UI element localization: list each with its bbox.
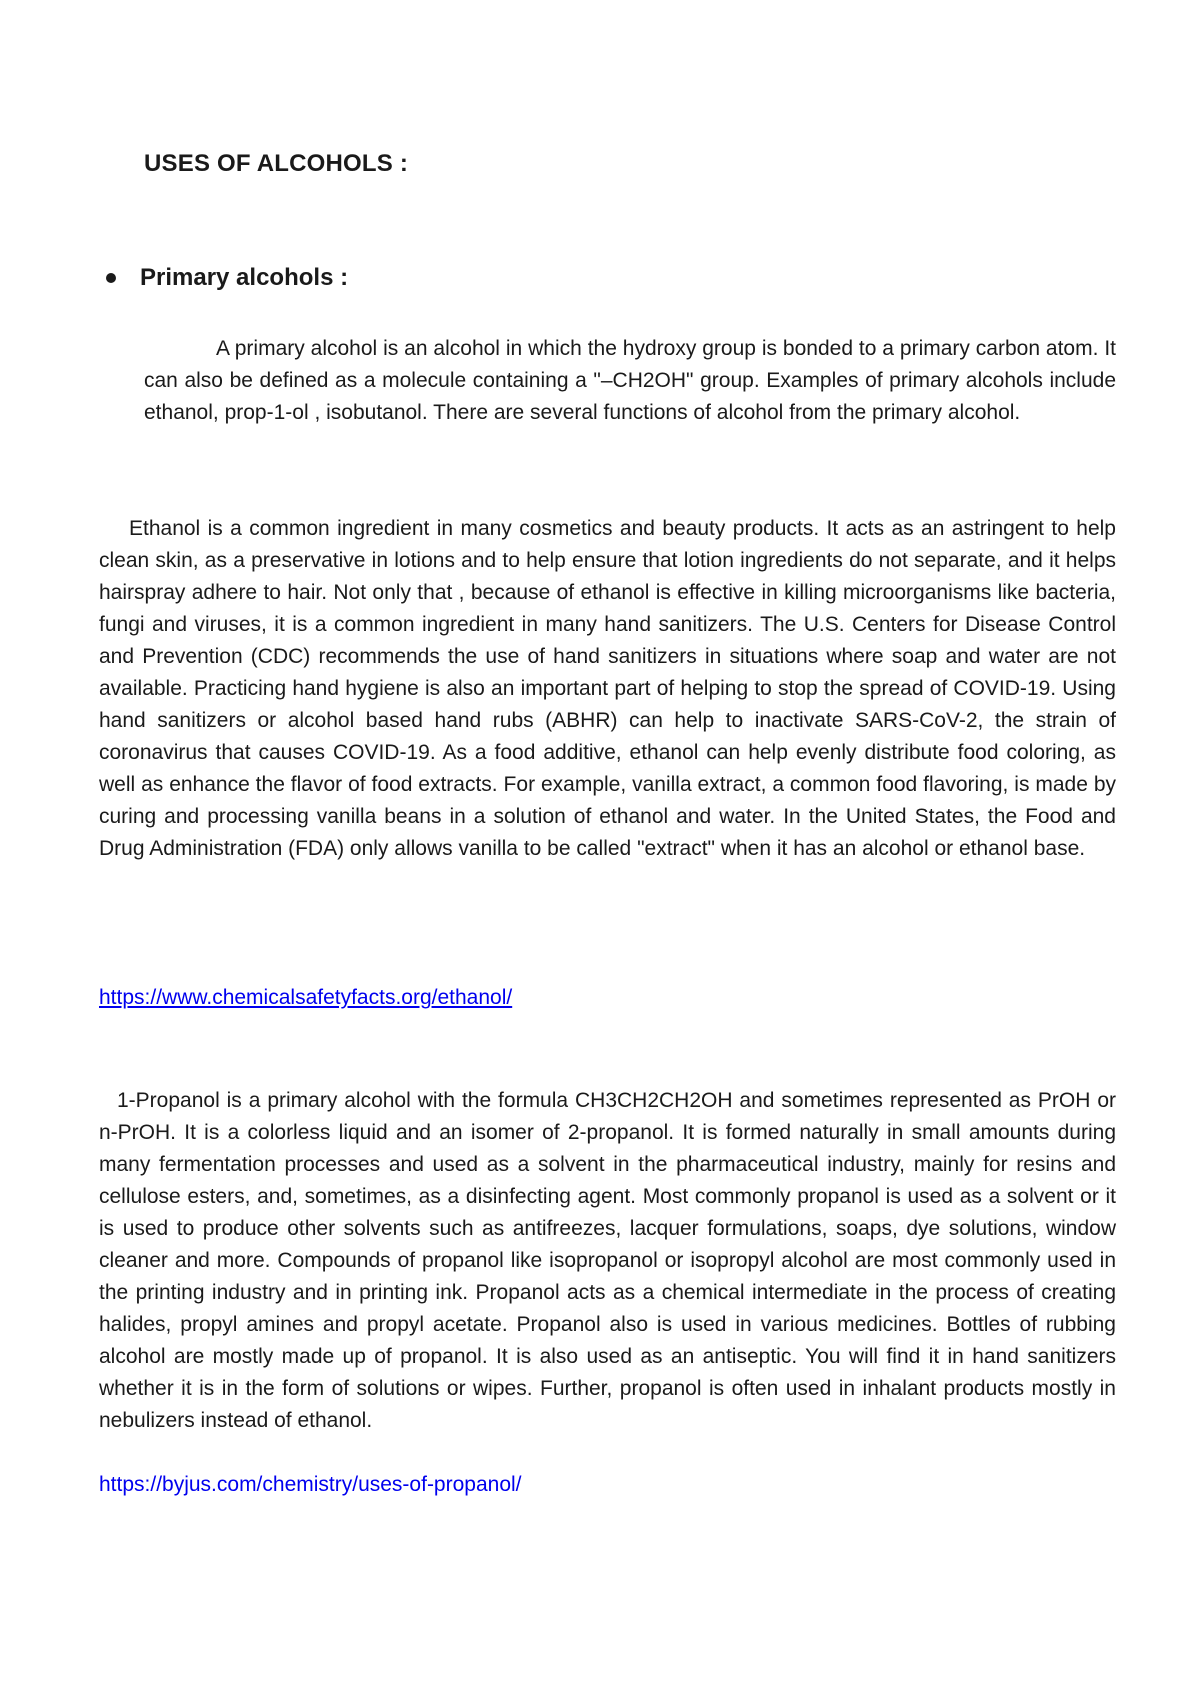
paragraph-definition: A primary alcohol is an alcohol in which the hydroxy group is bonded to a primary carbon atom. It can also be defined as a molecule containing a "–CH2OH" group. Examples of primary alcohols include ethanol, prop-1-ol , isobutanol. There are several functions of alcohol from the primary alcohol. — [144, 337, 1116, 424]
paragraph-ethanol: Ethanol is a common ingredient in many cosmetics and beauty products. It acts as an astringent to help clean skin, as a preservative in lotions and to help ensure that lotion ingredients do not separate, and it helps hairspray adhere to hair. Not only that , because of ethanol is effective in killing microorganisms like bacteria, fungi and viruses, it is a common ingredient in many hand sanitizers. The U.S. Centers for Disease Control and Prevention (CDC) recommends the use of hand sanitizers in situations where soap and water are not available. Practicing hand hygiene is also an important part of helping to stop the spread of COVID-19. Using hand sanitizers or alcohol based hand rubs (ABHR) can help to inactivate SARS-CoV-2, the strain of coronavirus that causes COVID-19. As a food additive, ethanol can help evenly distribute food coloring, as well as enhance the flavor of food extracts. For example, vanilla extract, a common food flavoring, is made by curing and processing vanilla beans in a solution of ethanol and water. In the United States, the Food and Drug Administration (FDA) only allows vanilla to be called "extract" when it has an alcohol or ethanol base. — [99, 517, 1116, 860]
bullet-icon — [106, 273, 116, 283]
section-heading-label: Primary alcohols : — [140, 264, 349, 291]
document-title: USES OF ALCOHOLS : — [144, 150, 409, 177]
section-heading-primary-alcohols — [106, 264, 348, 292]
link-ethanol-source[interactable]: https://www.chemicalsafetyfacts.org/ethanol/ — [99, 986, 513, 1009]
paragraph-propanol: 1-Propanol is a primary alcohol with the formula CH3CH2CH2OH and sometimes represented as PrOH or n-PrOH. It is a colorless liquid and an isomer of 2-propanol. It is formed naturally in small amounts during many fermentation processes and used as a solvent in the pharmaceutical industry, mainly for resins and cellulose esters, and, sometimes, as a disinfecting agent. Most commonly propanol is used as a solvent or it is used to produce other solvents such as antifreezes, lacquer formulations, soaps, dye solutions, window cleaner and more. Compounds of propanol like isopropanol or isopropyl alcohol are most commonly used in the printing industry and in printing ink. Propanol acts as a chemical intermediate in the process of creating halides, propyl amines and propyl acetate. Propanol also is used in various medicines. Bottles of rubbing alcohol are mostly made up of propanol. It is also used as an antiseptic. You will find it in hand sanitizers whether it is in the form of solutions or wipes. Further, propanol is often used in inhalant products mostly in nebulizers instead of ethanol. — [99, 1089, 1116, 1432]
link-propanol-source[interactable]: https://byjus.com/chemistry/uses-of-propanol/ — [99, 1473, 522, 1496]
